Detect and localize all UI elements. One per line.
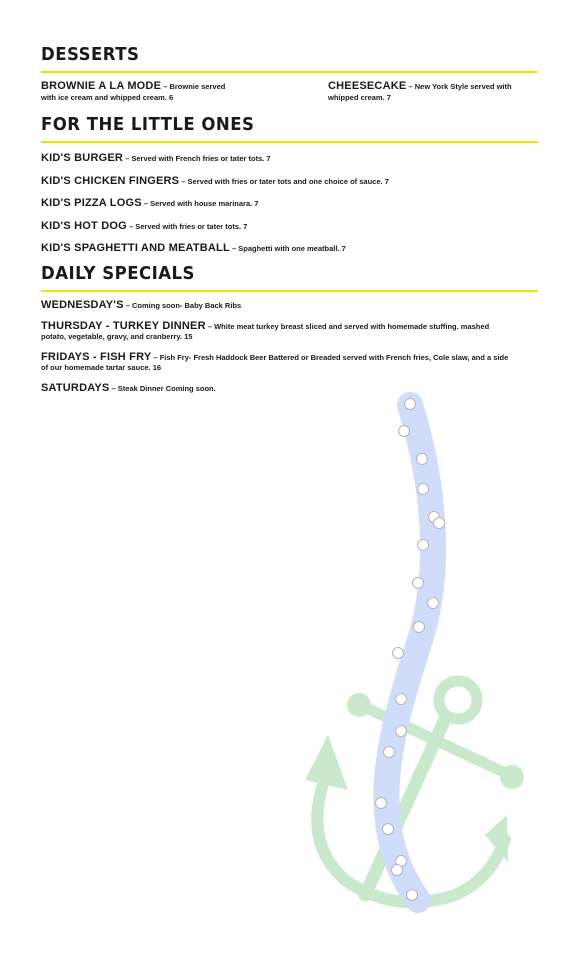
item-desc: – Brownie served with ice cream and whipped cream. 6 [41,82,226,102]
item-desc: – Served with fries or tater tots and one choice of sauce. 7 [179,176,389,186]
item-desc: – Fish Fry- Fresh Haddock Beer Battered or Breaded served with French fries, Cole slaw, and a side of our homemade tartar sauce. 16 [41,352,509,372]
item-name: KID'S SPAGHETTI AND MEATBALL [41,242,230,254]
specials-title: DAILY SPECIALS [41,263,195,284]
item-name: KID'S BURGER [41,152,124,164]
item-name: BROWNIE A LA MODE [41,80,162,92]
item-name: FRIDAYS - FISH FRY [41,350,152,363]
item-desc: – Steak Dinner Coming soon. [109,383,216,393]
item-name: SATURDAYS [41,381,110,394]
desserts-title: DESSERTS [41,44,140,65]
item-name: KID'S HOT DOG [41,219,127,232]
kids-title: FOR THE LITTLE ONES [41,114,255,135]
item-desc: – New York Style served with whipped cream. 7 [328,82,512,102]
item-desc: – White meat turkey breast sliced and served with homemade stuffing. mashed potato, vegetable, gravy, and cranberry. 15 [41,321,490,341]
item-name: WEDNESDAY'S [41,299,124,311]
item-name: KID'S CHICKEN FINGERS [41,174,180,187]
item-desc: – Spaghetti with one meatball. 7 [229,244,346,253]
item-desc: – Served with French fries or tater tots. 7 [123,154,271,163]
item-name: CHEESECAKE [328,80,407,92]
item-name: KID'S PIZZA LOGS [41,197,142,209]
item-desc: – Coming soon- Baby Back Ribs [123,301,242,310]
item-desc: – Served with fries or tater tots. 7 [126,221,248,231]
item-desc: – Served with house marinara. 7 [141,199,259,208]
item-name: THURSDAY - TURKEY DINNER [41,319,206,332]
